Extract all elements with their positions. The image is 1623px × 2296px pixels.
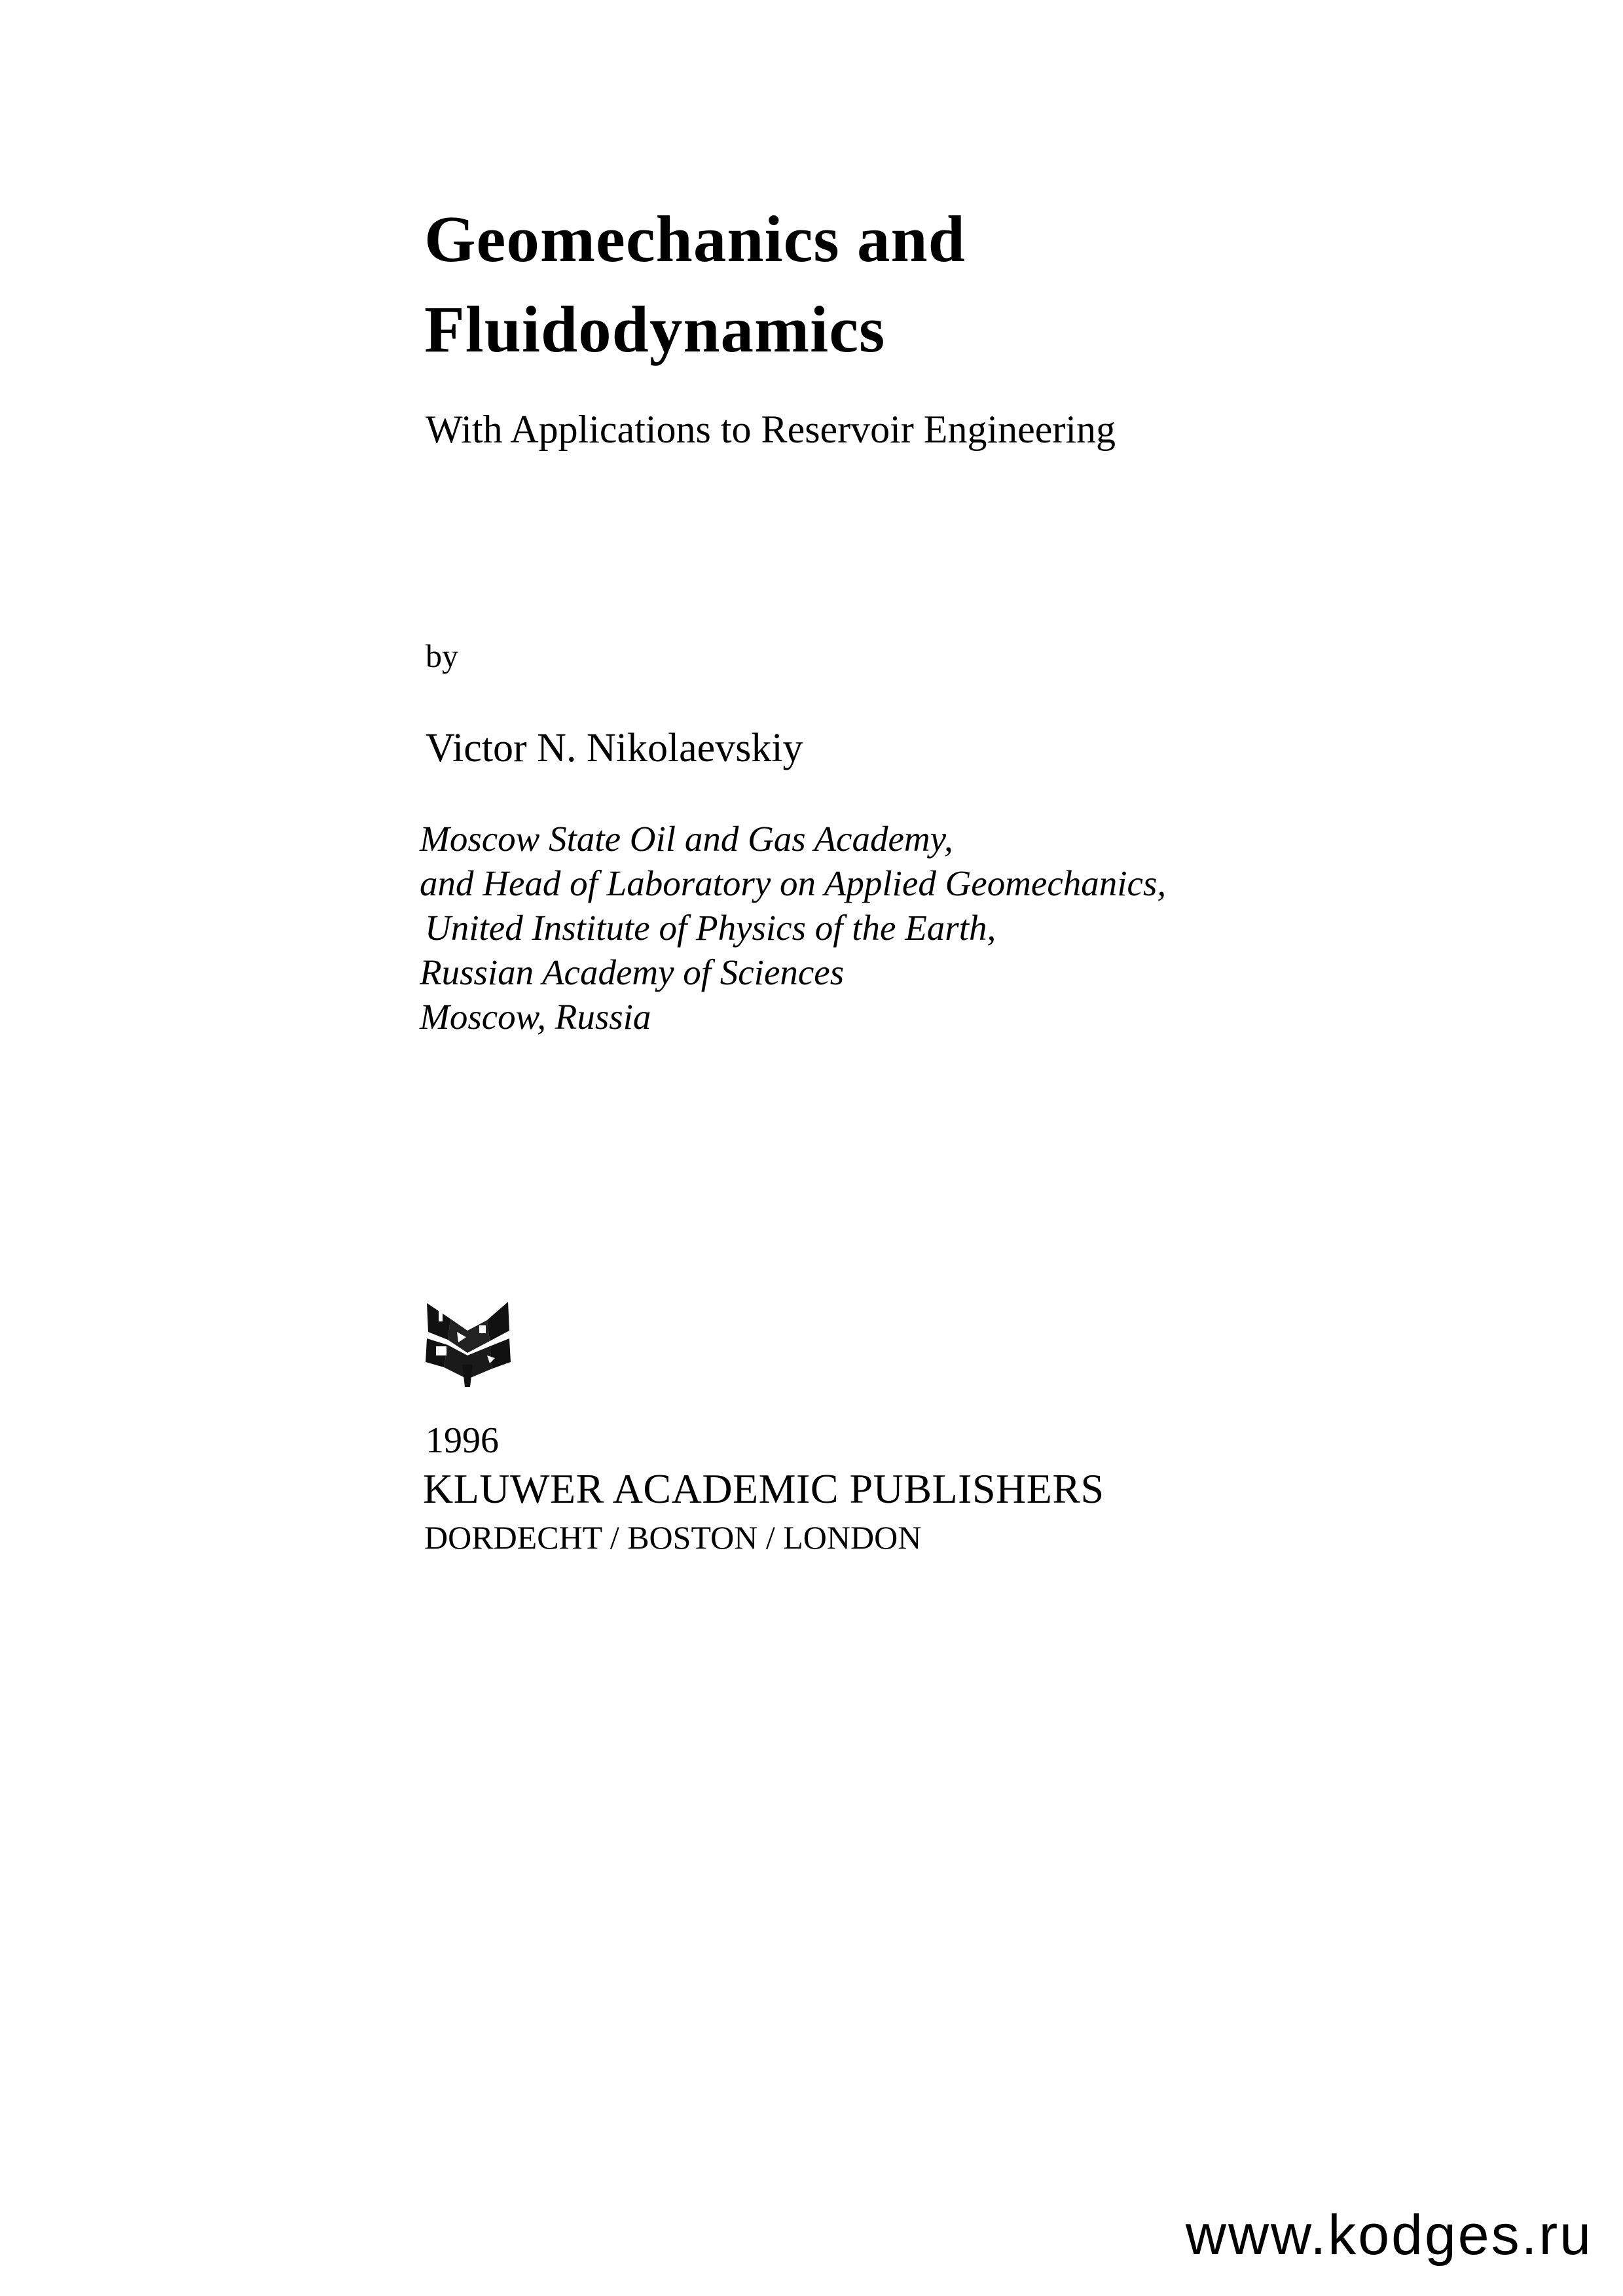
- publisher-logo-icon: [424, 1299, 512, 1390]
- affiliation-line: Russian Academy of Sciences: [420, 952, 845, 992]
- affiliation-line: Moscow, Russia: [420, 997, 651, 1037]
- author-affiliation: [420, 817, 1166, 1039]
- publication-year: 1996: [426, 1420, 499, 1461]
- author-name: Victor N. Nikolaevskiy: [426, 726, 803, 770]
- affiliation-line: Moscow State Oil and Gas Academy,: [420, 819, 953, 859]
- affiliation-line: United Institute of Physics of the Earth,: [425, 908, 996, 948]
- watermark-url: www.kodges.ru: [1185, 2204, 1593, 2267]
- publisher-cities: DORDECHT / BOSTON / LONDON: [424, 1519, 922, 1556]
- book-title-line-1: Geomechanics and: [424, 202, 966, 276]
- book-title-line-2: Fluidodynamics: [424, 293, 886, 366]
- affiliation-line: and Head of Laboratory on Applied Geomechanics,: [420, 863, 1167, 903]
- book-subtitle: With Applications to Reservoir Engineering: [426, 408, 1116, 451]
- publisher-name: KLUWER ACADEMIC PUBLISHERS: [423, 1465, 1104, 1512]
- by-label: by: [426, 637, 458, 674]
- book-title: [424, 194, 966, 374]
